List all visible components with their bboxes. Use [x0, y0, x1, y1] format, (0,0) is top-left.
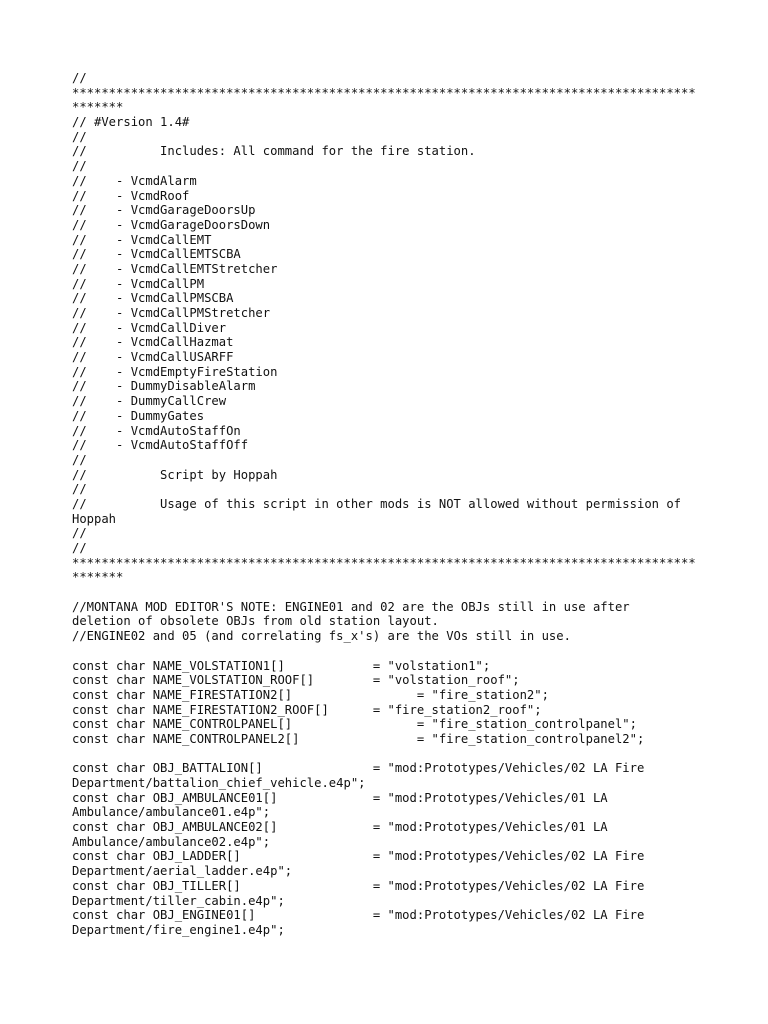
code-line: const char OBJ_AMBULANCE02[] = "mod:Prototypes/Vehicles/01 LA — [72, 820, 608, 835]
code-line: const char OBJ_AMBULANCE01[] = "mod:Prototypes/Vehicles/01 LA — [72, 790, 608, 805]
code-line: // — [72, 452, 87, 467]
code-line: ******* — [72, 570, 124, 585]
code-line: const char OBJ_LADDER[] = "mod:Prototypes/Vehicles/02 LA Fire — [72, 849, 645, 864]
code-line: Ambulance/ambulance02.e4p"; — [72, 834, 271, 849]
code-line: // — [72, 526, 87, 541]
code-line: // #Version 1.4# — [72, 115, 190, 130]
code-line: // — [72, 541, 87, 555]
code-line: // — [72, 129, 87, 144]
code-line: // — [72, 159, 87, 174]
code-line: const char NAME_CONTROLPANEL[] = "fire_station_controlpanel"; — [72, 717, 637, 732]
code-line: ******* — [72, 100, 124, 115]
code-line: // - DummyCallCrew — [72, 394, 227, 409]
code-line: Department/tiller_cabin.e4p"; — [72, 893, 285, 908]
code-line: Hoppah — [72, 511, 117, 526]
code-line: // - VcmdGarageDoorsDown — [72, 217, 271, 232]
code-line: //MONTANA MOD EDITOR'S NOTE: ENGINE01 and 02 are the OBJs still in use after — [72, 599, 630, 614]
code-line: Department/fire_engine1.e4p"; — [72, 922, 285, 937]
code-line: // - VcmdCallPMStretcher — [72, 306, 271, 320]
code-line: // - VcmdCallUSARFF — [72, 350, 234, 365]
code-line: // - VcmdAlarm — [72, 173, 197, 188]
code-line: // - VcmdCallDiver — [72, 320, 227, 335]
code-line: // - VcmdCallHazmat — [72, 335, 234, 350]
code-line: const char NAME_VOLSTATION1[] = "volstation1"; — [72, 658, 491, 673]
code-line: // - DummyGates — [72, 408, 205, 423]
code-line: // - VcmdGarageDoorsUp — [72, 203, 256, 218]
code-line: // - VcmdCallEMT — [72, 232, 212, 247]
code-line: // Script by Hoppah — [72, 467, 278, 482]
code-line: // - DummyDisableAlarm — [72, 379, 256, 394]
code-line: // - VcmdEmptyFireStation — [72, 364, 278, 379]
code-line: const char NAME_FIRESTATION2[] = "fire_station2"; — [72, 687, 549, 702]
code-line: // Includes: All command for the fire station. — [72, 144, 476, 159]
code-line: const char NAME_VOLSTATION_ROOF[] = "volstation_roof"; — [72, 673, 520, 688]
code-line: const char NAME_CONTROLPANEL2[] = "fire_station_controlpanel2"; — [72, 731, 645, 746]
code-line — [72, 747, 712, 762]
code-line: // - VcmdCallEMTStretcher — [72, 261, 278, 276]
code-line: Department/battalion_chief_vehicle.e4p"; — [72, 776, 366, 790]
script-document — [72, 71, 712, 938]
code-line: ************************************************************************************* — [72, 555, 696, 570]
code-line: // - VcmdRoof — [72, 188, 190, 203]
code-line: // — [72, 71, 87, 85]
code-line: Department/aerial_ladder.e4p"; — [72, 864, 293, 879]
code-line — [72, 644, 712, 659]
code-line: // - VcmdAutoStaffOff — [72, 438, 249, 453]
code-line: Ambulance/ambulance01.e4p"; — [72, 805, 271, 820]
code-line: const char OBJ_BATTALION[] = "mod:Prototypes/Vehicles/02 LA Fire — [72, 761, 645, 776]
code-line — [72, 585, 712, 600]
code-line: // - VcmdAutoStaffOn — [72, 423, 241, 438]
code-line: // - VcmdCallEMTSCBA — [72, 247, 241, 262]
code-line: // - VcmdCallPM — [72, 276, 205, 291]
code-line: ************************************************************************************* — [72, 85, 696, 100]
code-line: // Usage of this script in other mods is NOT allowed without permission of — [72, 496, 682, 511]
code-line: //ENGINE02 and 05 (and correlating fs_x's) are the VOs still in use. — [72, 629, 571, 644]
code-line: const char OBJ_ENGINE01[] = "mod:Prototypes/Vehicles/02 LA Fire — [72, 908, 645, 923]
code-line: const char OBJ_TILLER[] = "mod:Prototypes/Vehicles/02 LA Fire — [72, 878, 645, 893]
code-line: // — [72, 482, 87, 497]
code-line: const char NAME_FIRESTATION2_ROOF[] = "fire_station2_roof"; — [72, 702, 542, 717]
code-line: // - VcmdCallPMSCBA — [72, 291, 234, 306]
code-line: deletion of obsolete OBJs from old station layout. — [72, 614, 439, 629]
